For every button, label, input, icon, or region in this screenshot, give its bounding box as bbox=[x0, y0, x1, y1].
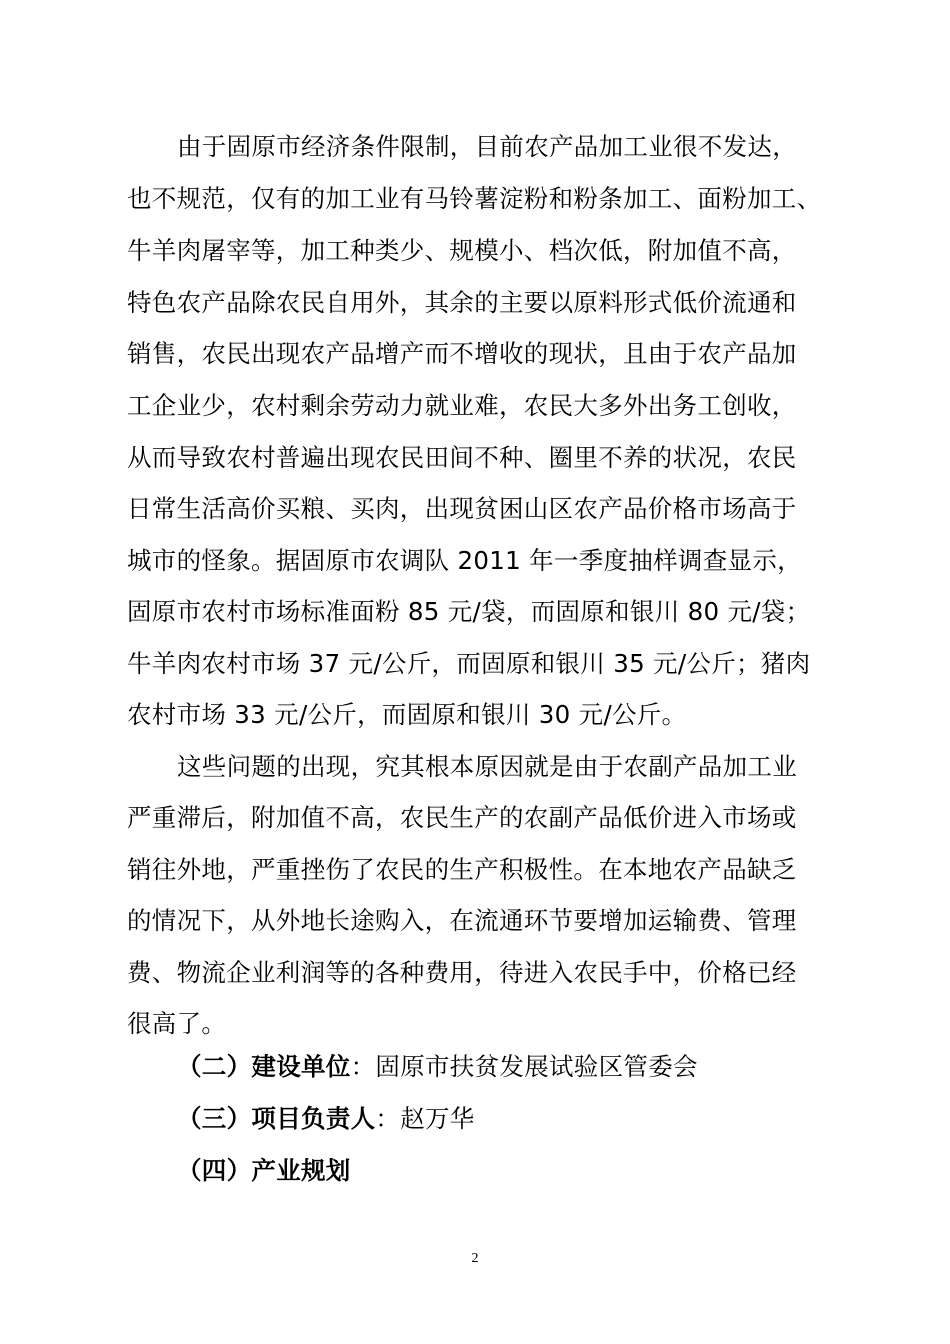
page-number: 2 bbox=[471, 1251, 479, 1266]
paragraph-2-line-1: 这些问题的出现，究其根本原因就是由于农副产品加工业 bbox=[177, 752, 797, 781]
construction-unit-label: （二）建设单位 bbox=[177, 1052, 351, 1081]
paragraph-2-line-3: 销往外地，严重挫伤了农民的生产积极性。在本地农产品缺乏 bbox=[127, 855, 797, 884]
industry-plan-label: （四）产业规划 bbox=[177, 1156, 351, 1185]
construction-unit-value: ：固原市扶贫发展试验区管委会 bbox=[350, 1052, 698, 1081]
paragraph-1-line-9: 城市的怪象。据固原市农调队 2011 年一季度抽样调查显示， bbox=[127, 546, 802, 575]
paragraph-1-line-6: 工企业少，农村剩余劳动力就业难，农民大多外出务工创收， bbox=[127, 391, 797, 420]
paragraph-1-line-7: 从而导致农村普遍出现农民田间不种、圈里不养的状况，农民 bbox=[127, 443, 797, 472]
paragraph-1-line-3: 牛羊肉屠宰等，加工种类少、规模小、档次低，附加值不高， bbox=[127, 236, 797, 265]
paragraph-1-line-4: 特色农产品除农民自用外，其余的主要以原料形式低价流通和 bbox=[127, 288, 797, 317]
paragraph-2-line-2: 严重滞后，附加值不高，农民生产的农副产品低价进入市场或 bbox=[127, 803, 797, 832]
section-project-leader bbox=[177, 1104, 877, 1134]
paragraph-1-line-1: 由于固原市经济条件限制，目前农产品加工业很不发达， bbox=[177, 132, 797, 161]
paragraph-1-line-5: 销售，农民出现农产品增产而不增收的现状，且由于农产品加 bbox=[127, 339, 797, 368]
paragraph-1-line-12: 农村市场 33 元/公斤，而固原和银川 30 元/公斤。 bbox=[127, 700, 687, 729]
project-leader-label: （三）项目负责人 bbox=[177, 1104, 376, 1133]
paragraph-2-line-4: 的情况下，从外地长途购入，在流通环节要增加运输费、管理 bbox=[127, 906, 797, 935]
paragraph-1-line-2: 也不规范，仅有的加工业有马铃薯淀粉和粉条加工、面粉加工、 bbox=[127, 184, 822, 213]
section-construction-unit bbox=[177, 1052, 877, 1082]
section-industry-plan bbox=[177, 1156, 877, 1186]
paragraph-1-line-11: 牛羊肉农村市场 37 元/公斤，而固原和银川 35 元/公斤；猪肉 bbox=[127, 649, 811, 678]
paragraph-1-line-10: 固原市农村市场标准面粉 85 元/袋，而固原和银川 80 元/袋； bbox=[127, 597, 811, 626]
paragraph-1-line-8: 日常生活高价买粮、买肉，出现贫困山区农产品价格市场高于 bbox=[127, 494, 797, 523]
project-leader-value: ：赵万华 bbox=[375, 1104, 475, 1133]
paragraph-2-line-5: 费、物流企业利润等的各种费用，待进入农民手中，价格已经 bbox=[127, 958, 797, 987]
paragraph-2-line-6: 很高了。 bbox=[127, 1009, 227, 1038]
